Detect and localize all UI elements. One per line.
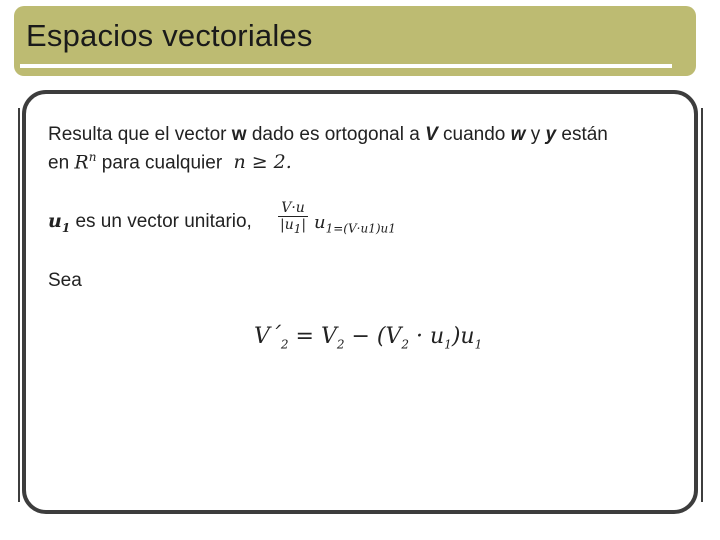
text-fragment: dado es ortogonal a	[246, 124, 426, 145]
fraction-denominator-subscript: 1	[293, 221, 302, 236]
eq-rhs-dot: · u	[409, 324, 445, 349]
fraction-denominator-end: |	[301, 217, 307, 233]
title-bar	[14, 6, 696, 76]
math-u1: u	[48, 210, 62, 232]
equation-v-prime	[254, 324, 482, 351]
text-fragment: en	[48, 152, 75, 174]
expr-subscript-2: 1	[368, 221, 376, 236]
eq-lhs: V´	[254, 324, 281, 349]
paragraph-3	[48, 270, 82, 292]
eq-equals: =	[288, 324, 321, 349]
vector-w-italic: w	[510, 124, 526, 145]
math-R-superscript: n	[88, 150, 97, 164]
eq-lhs-subscript: 2	[280, 337, 289, 352]
math-condition: n ≥ 2.	[233, 151, 292, 174]
fraction-denominator-text: |u	[280, 217, 294, 233]
slide-title: Espacios vectoriales	[26, 18, 313, 53]
expr-subscript: 1=(V·u	[325, 221, 369, 236]
math-R: R	[74, 151, 89, 174]
text-fragment: es un vector unitario,	[70, 211, 252, 232]
fraction-denominator	[278, 217, 308, 236]
math-u1-subscript: 1	[61, 220, 71, 235]
title-underline	[20, 64, 672, 68]
vector-w: w	[231, 124, 247, 145]
fraction-numerator: V·u	[278, 200, 308, 217]
text-fragment: están	[556, 124, 608, 145]
text-fragment: cuando	[437, 124, 511, 145]
eq-rhs-v2: V	[320, 324, 337, 349]
fraction	[278, 200, 308, 236]
paragraph-1-line-1	[48, 124, 608, 146]
expression-u1	[314, 212, 396, 236]
eq-rhs-dot-subscript: 1	[444, 337, 452, 352]
expr-u: u	[314, 212, 326, 233]
label-sea: Sea	[48, 270, 82, 291]
paragraph-2	[48, 210, 252, 235]
text-fragment: para cualquier	[96, 152, 228, 174]
text-fragment: y	[525, 124, 546, 145]
eq-rhs-end: )u	[451, 324, 475, 349]
expr-subscript-end-2: 1	[388, 221, 396, 236]
paragraph-1-line-2	[48, 150, 292, 174]
eq-rhs-v2-subscript: 2	[336, 337, 345, 352]
expr-subscript-end: )u	[375, 221, 389, 236]
eq-rhs-minus-subscript: 2	[401, 337, 410, 352]
vector-V: V	[425, 124, 438, 145]
vector-y: y	[545, 124, 557, 145]
text-fragment: Resulta que el vector	[48, 124, 232, 145]
eq-rhs-end-subscript: 1	[474, 337, 483, 352]
eq-rhs-minus: − (V	[344, 324, 402, 349]
